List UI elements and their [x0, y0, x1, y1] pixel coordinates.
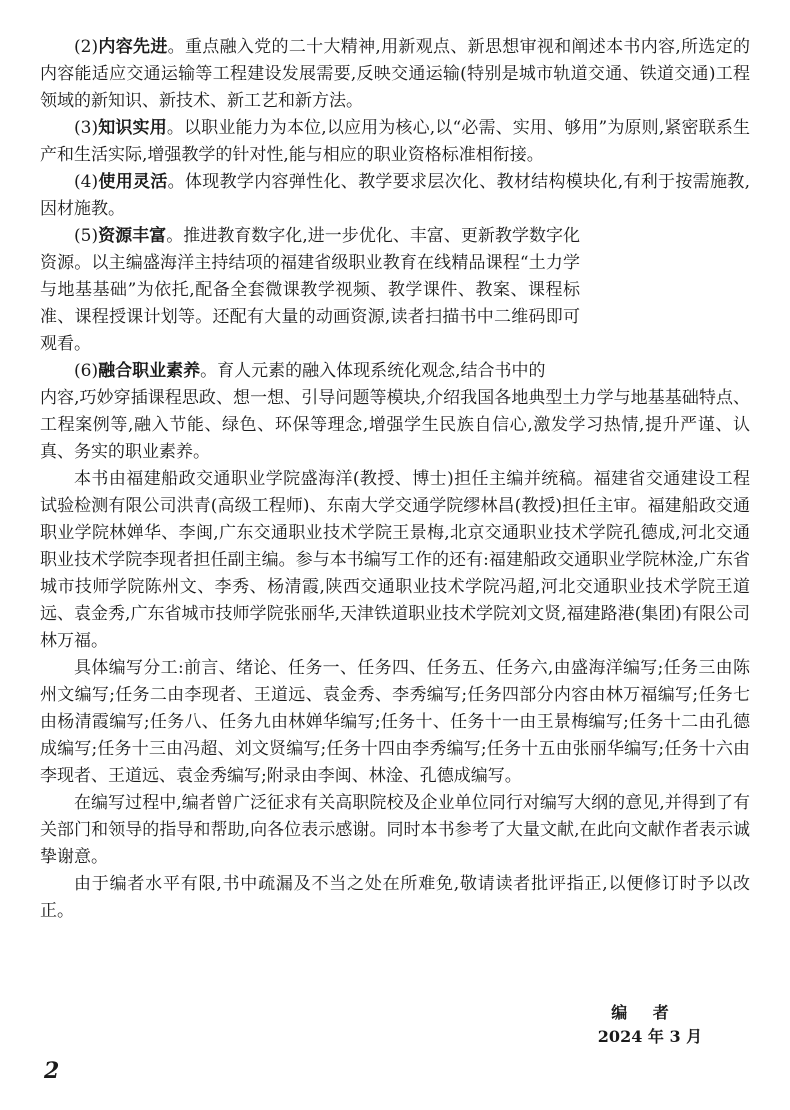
item-text: 。育人元素的融入体现系统化观念,结合书中的	[200, 361, 546, 381]
signature-editor: 编 者	[611, 1003, 679, 1022]
item-text: 。体现教学内容弹性化、教学要求层次化、教材结构模块化,有利于按需施教,因材施教。	[40, 172, 751, 219]
paragraph-professional-quality-first-line	[40, 358, 580, 385]
item-text: 。推进教育数字化,进一步优化、丰富、更新教学数字化资源。以主编盛海洋主持结项的福建省级职业教育在线精品课程“土力学与地基基础”为依托,配备全套微课教学视频、教学课件、教案、课程标准、课程授课计划等。还配有大量的动画资源,读者扫描书中二维码即可观看。	[40, 226, 581, 354]
preface-body	[40, 34, 750, 925]
item-label: (4)	[74, 172, 99, 192]
paragraph-apology: 由于编者水平有限,书中疏漏及不当之处在所难免,敬请读者批评指正,以便修订时予以改正。	[40, 874, 750, 921]
page-number: 2	[44, 1058, 60, 1084]
item-text: 。以职业能力为本位,以应用为核心,以“必需、实用、够用”为原则,紧密联系生产和生活实际,增强教学的针对性,能与相应的职业资格标准相衔接。	[40, 118, 751, 165]
item-heading: 内容先进	[98, 37, 168, 57]
item-label: (2)	[74, 37, 99, 57]
item-heading: 知识实用	[98, 118, 167, 138]
signature-date: 2024 年 3 月	[597, 1027, 703, 1046]
paragraph-content-advanced	[40, 34, 750, 115]
item-label: (5)	[74, 226, 99, 246]
item-heading: 使用灵活	[98, 172, 168, 192]
paragraph-acknowledgements: 在编写过程中,编者曾广泛征求有关高职院校及企业单位同行对编写大纲的意见,并得到了有关部门和领导的指导和帮助,向各位表示感谢。同时本书参考了大量文献,在此向文献作者表示诚挚谢意。	[40, 793, 750, 867]
paragraph-division-of-work: 具体编写分工:前言、绪论、任务一、任务四、任务五、任务六,由盛海洋编写;任务三由陈州文编写;任务二由李现者、王道远、袁金秀、李秀编写;任务四部分内容由林万福编写;任务七由杨清霞编写;任务八、任务九由林婵华编写;任务十、任务十一由王景梅编写;任务十二由孔德成编写;任务十三由冯超、刘文贤编写;任务十四由李秀编写;任务十五由张丽华编写;任务十六由李现者、王道远、袁金秀编写;附录由李闽、林淦、孔德成编写。	[40, 658, 750, 786]
paragraph-flexible-use	[40, 169, 750, 223]
item-label: (3)	[74, 118, 99, 138]
paragraph-professional-quality-rest: 内容,巧妙穿插课程思政、想一想、引导问题等模块,介绍我国各地典型土力学与地基基础特点、工程案例等,融入节能、绿色、环保等理念,增强学生民族自信心,激发学习热情,提升严谨、认真、务实的职业素养。	[40, 388, 750, 462]
paragraph-authors: 本书由福建船政交通职业学院盛海洋(教授、博士)担任主编并统稿。福建省交通建设工程试验检测有限公司洪青(高级工程师)、东南大学交通学院缪林昌(教授)担任主审。福建船政交通职业学院林婵华、李闽,广东交通职业技术学院王景梅,北京交通职业技术学院孔德成,河北交通职业技术学院李现者担任副主编。参与本书编写工作的还有:福建船政交通职业学院林淦,广东省城市技师学院陈州文、李秀、杨清霞,陕西交通职业技术学院冯超,河北交通职业技术学院王道远、袁金秀,广东省城市技师学院张丽华,天津铁道职业技术学院刘文贤,福建路港(集团)有限公司林万福。	[40, 469, 750, 651]
item-heading: 融合职业素养	[98, 361, 201, 381]
item-text: 。重点融入党的二十大精神,用新观点、新思想审视和阐述本书内容,所选定的内容能适应交通运输等工程建设发展需要,反映交通运输(特别是城市轨道交通、铁道交通)工程领域的新知识、新技术、新工艺和新方法。	[40, 37, 751, 111]
paragraph-knowledge-practical	[40, 115, 750, 169]
item-heading: 资源丰富	[98, 226, 167, 246]
item-label: (6)	[74, 361, 99, 381]
paragraph-rich-resources	[40, 223, 580, 358]
